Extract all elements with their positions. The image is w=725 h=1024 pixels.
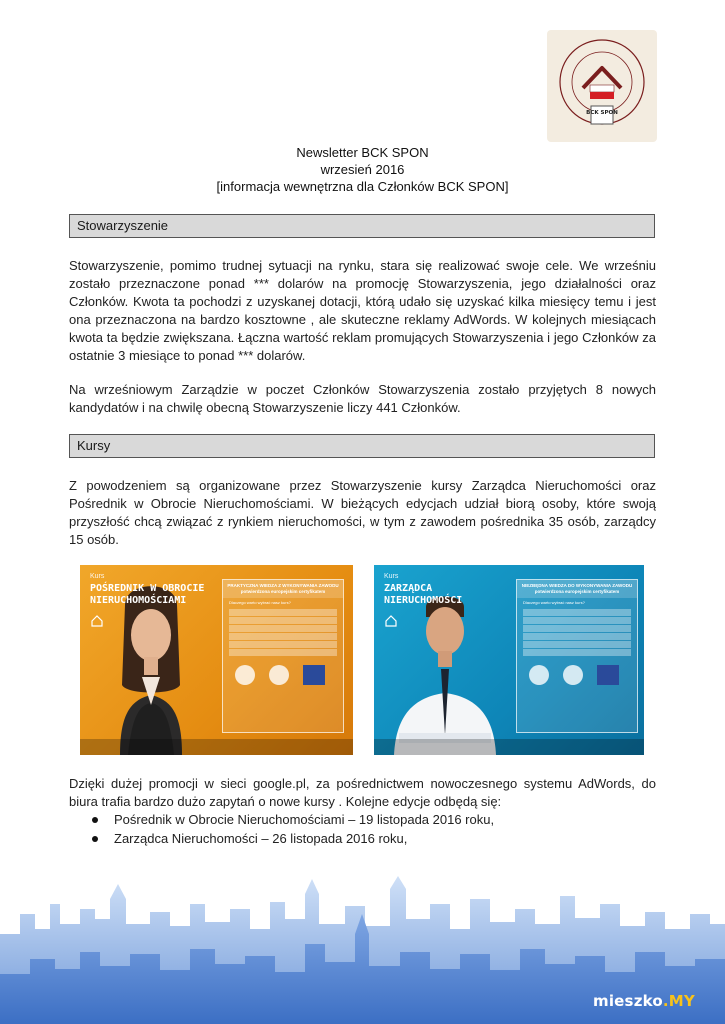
text-line: Pośrednik w Obrocie Nieruchomościami. W bieżących edycjach udział biorą osoby, które swoją <box>69 496 656 511</box>
panel-subheading: Dlaczego warto wybrać nasz kurs? <box>523 600 585 605</box>
text-line: biura trafia bardzo dużo zapytań o nowe kursy . Kolejne edycje odbędą się: <box>69 794 502 809</box>
course-banner-zarzadca <box>374 565 644 755</box>
text-line: przyszłość chcą związać z rynkiem nieruchomości, w tym z zawodem pośrednika 35 osób, zarządcy <box>69 514 656 529</box>
federation-emblem-icon <box>547 30 657 142</box>
house-key-icon <box>385 615 397 627</box>
bullet-icon <box>92 836 98 842</box>
brand-suffix: .MY <box>662 992 695 1010</box>
brand-name: mieszko <box>593 992 663 1010</box>
paragraph-stowarzyszenie-1 <box>69 257 656 365</box>
text-line: Na wrześniowym Zarządzie w poczet Członków Stowarzyszenia zostało przyjętych 8 nowych <box>69 382 656 397</box>
text-line: kwota ta będzie zwiększana. Łączna wartość reklam promujących Stowarzyszenia i jego Członków za <box>69 330 656 345</box>
panel-row <box>229 633 337 640</box>
text-line: Z powodzeniem są organizowane przez Stowarzyszenie kursy Zarządca Nieruchomości oraz <box>69 478 656 493</box>
banner-footer-note <box>374 739 644 755</box>
section-heading-stowarzyszenie: Stowarzyszenie <box>69 214 655 238</box>
organization-logo <box>547 30 657 142</box>
certificate-badges-icon <box>223 657 341 697</box>
text-line: Dzięki dużej promocji w sieci google.pl, za pośrednictwem nowoczesnego systemu AdWords, do <box>69 776 656 791</box>
banner-kurs-label: Kurs <box>384 573 399 580</box>
panel-heading: NIEZBĘDNA WIEDZA DO WYKONYWANIA ZAWODU potwierdzona europejskim certyfikatem <box>517 580 637 598</box>
banner-title: ZARZĄDCA NIERUCHOMOŚCI <box>384 583 463 606</box>
paragraph-stowarzyszenie-2 <box>69 381 656 417</box>
panel-row <box>229 609 337 616</box>
course-dates-list <box>88 810 494 848</box>
panel-row <box>523 649 631 656</box>
text-line: ona przeznaczona na bardzo kosztowne , ale skuteczne reklamy AdWords. W kolejnych miesiącach <box>69 312 656 327</box>
newsletter-title: Newsletter BCK SPON <box>296 145 429 160</box>
banner-title: POŚREDNIK W OBROCIE NIERUCHOMOŚCIAMI <box>90 583 205 606</box>
panel-row <box>523 633 631 640</box>
certificate-badges-icon <box>517 657 635 697</box>
bullet-icon <box>92 817 98 823</box>
panel-row <box>523 617 631 624</box>
paragraph-kursy-2 <box>69 775 656 811</box>
list-item-text: Zarządca Nieruchomości – 26 listopada 2016 roku, <box>114 831 408 846</box>
text-line: 15 osób. <box>69 532 119 547</box>
section-heading-kursy: Kursy <box>69 434 655 458</box>
list-item-text: Pośrednik w Obrocie Nieruchomościami – 19 listopada 2016 roku, <box>114 812 495 827</box>
list-item <box>88 829 494 848</box>
mieszkomy-brand-logo <box>593 992 695 1010</box>
paragraph-kursy-1 <box>69 477 656 549</box>
text-line: Stowarzyszenie, pomimo trudnej sytuacji na rynku, stara się realizować swoje cele. We wrześniu <box>69 258 656 273</box>
text-line: zostało przeznaczone ponad *** dolarów na promocję Stowarzyszenia, jego działalności oraz <box>69 276 656 291</box>
newsletter-date: wrzesień 2016 <box>320 162 405 177</box>
text-line: kandydatów i na chwilę obecną Stowarzyszenie liczy 441 Członków. <box>69 400 461 415</box>
text-line: Członków. Kwota ta pochodzi z uzyskanej dotacji, którą udało się uzyskać kilka miesięcy temu i jest <box>69 294 656 309</box>
panel-row <box>229 649 337 656</box>
house-icon <box>91 615 103 627</box>
panel-row <box>229 641 337 648</box>
panel-row <box>229 617 337 624</box>
text-line: ostatnie 3 miesiące to ponad *** dolarów. <box>69 348 306 363</box>
newsletter-subtitle: [informacja wewnętrzna dla Członków BCK SPON] <box>216 179 509 194</box>
banner-info-panel <box>222 579 344 733</box>
banner-kurs-label: Kurs <box>90 573 105 580</box>
banner-footer-note <box>80 739 353 755</box>
panel-row <box>523 609 631 616</box>
course-banner-posrednik <box>80 565 353 755</box>
panel-subheading: Dlaczego warto wybrać nasz kurs? <box>229 600 291 605</box>
banner-info-panel <box>516 579 638 733</box>
logo-plate-top: BCK SPON <box>586 110 618 116</box>
panel-row <box>523 625 631 632</box>
list-item <box>88 810 494 829</box>
panel-row <box>229 625 337 632</box>
panel-row <box>523 641 631 648</box>
panel-heading: PRAKTYCZNA WIEDZA Z WYKONYWANIA ZAWODU potwierdzona europejskim certyfikatem <box>223 580 343 598</box>
